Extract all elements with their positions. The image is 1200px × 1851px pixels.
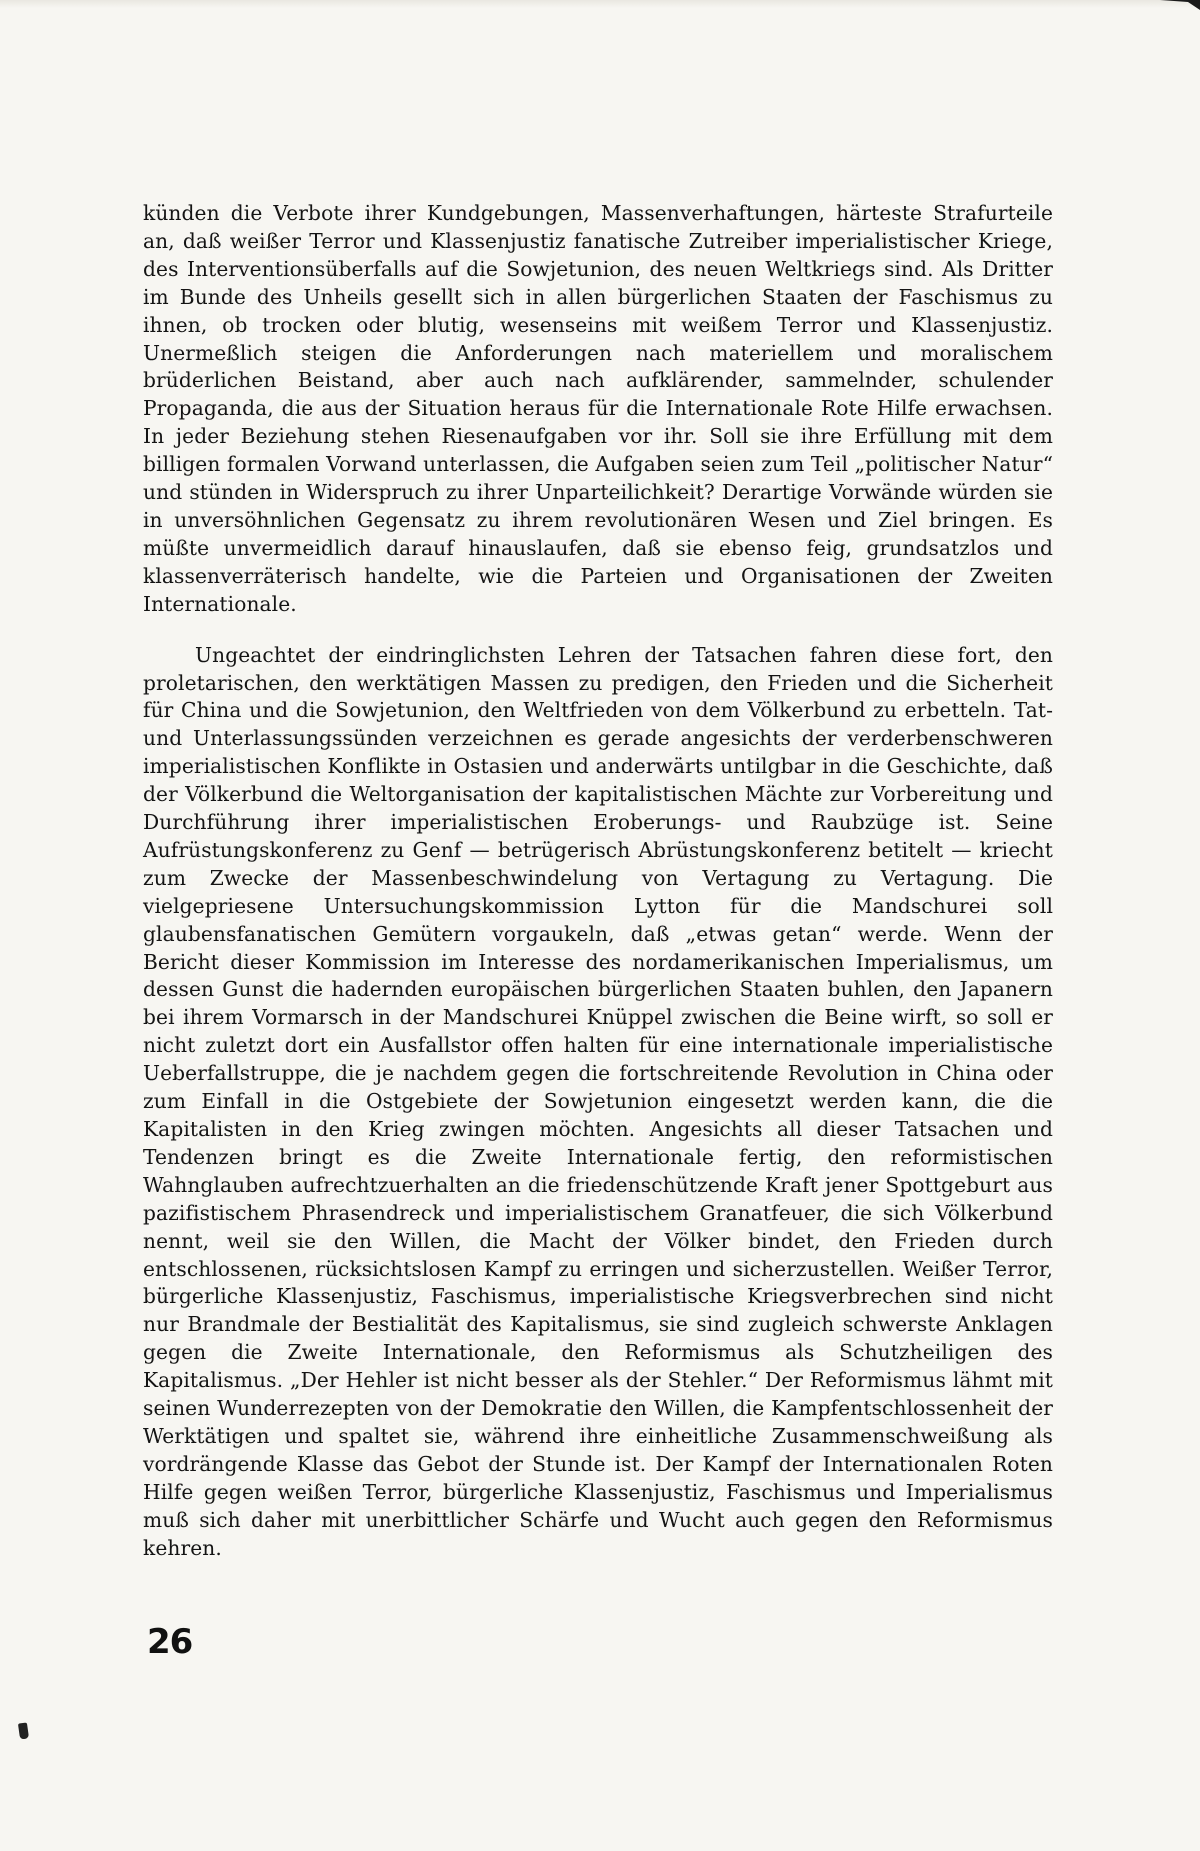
page-top-shadow — [0, 0, 1200, 8]
body-text — [143, 200, 1053, 1563]
page-number: 26 — [147, 1622, 193, 1662]
paragraph-2: Ungeachtet der eindringlichsten Lehren der Tatsachen fahren diese fort, den proletarischen, den werktätigen Massen zu predigen, den Frieden und die Sicherheit für China und die Sowjetunion, den Weltfrieden von dem Völkerbund zu erbetteln. Tat- und Unterlassungssünden verzeichnen es gerade angesichts der verderbenschweren imperialistischen Konflikte in Ostasien und anderwärts untilgbar in die Geschichte, daß der Völkerbund die Weltorganisation der kapitalistischen Mächte zur Vorbereitung und Durchführung ihrer imperialistischen Eroberungs- und Raubzüge ist. Seine Aufrüstungskonferenz zu Genf — betrügerisch Abrüstungskonferenz betitelt — kriecht zum Zwecke der Massenbeschwindelung von Vertagung zu Vertagung. Die vielgepriesene Untersuchungskommission Lytton für die Mandschurei soll glaubensfanatischen Gemütern vorgaukeln, daß „etwas getan“ werde. Wenn der Bericht dieser Kommission im Interesse des nordamerikanischen Imperialismus, um dessen Gunst die hadernden europäischen bürgerlichen Staaten buhlen, den Japanern bei ihrem Vormarsch in der Mandschurei Knüppel zwischen die Beine wirft, so soll er nicht zuletzt dort ein Ausfallstor offen halten für eine internationale imperialistische Ueberfallstruppe, die je nachdem gegen die fortschreitende Revolution in China oder zum Einfall in die Ostgebiete der Sowjetunion eingesetzt werden kann, die die Kapitalisten in den Krieg zwingen möchten. Angesichts all dieser Tatsachen und Tendenzen bringt es die Zweite Internationale fertig, den reformistischen Wahnglauben aufrechtzuerhalten an die friedenschützende Kraft jener Spottgeburt aus pazifistischem Phrasendreck und imperialistischem Granatfeuer, die sich Völkerbund nennt, weil sie den Willen, die Macht der Völker bindet, den Frieden durch entschlossenen, rücksichtslosen Kampf zu erringen und sicherzustellen. Weißer Terror, bürgerliche Klassenjustiz, Faschismus, imperialistische Kriegsverbrechen sind nicht nur Brandmale der Bestialität des Kapitalismus, sie sind zugleich schwerste Anklagen gegen die Zweite Internationale, den Reformismus als Schutzheiligen des Kapitalismus. „Der Hehler ist nicht besser als der Stehler.“ Der Reformismus lähmt mit seinen Wunderrezepten von der Demokratie den Willen, die Kampfentschlossenheit der Werktätigen und spaltet sie, während ihre einheitliche Zusammenschweißung als vordrängende Klasse das Gebot der Stunde ist. Der Kampf der Internationalen Roten Hilfe gegen weißen Terror, bürgerliche Klassenjustiz, Faschismus und Imperialismus muß sich daher mit unerbittlicher Schärfe und Wucht auch gegen den Reformismus kehren. — [143, 642, 1053, 1560]
paragraph-1: künden die Verbote ihrer Kundgebungen, Massenverhaftungen, härteste Strafurteile an, daß weißer Terror und Klassenjustiz fanatische Zutreiber imperialistischer Kriege, des Interventionsüberfalls auf die Sowjetunion, des neuen Weltkriegs sind. Als Dritter im Bunde des Unheils gesellt sich in allen bürgerlichen Staaten der Faschismus zu ihnen, ob trocken oder blutig, wesenseins mit weißem Terror und Klassenjustiz. Unermeßlich steigen die Anforderungen nach materiellem und moralischem brüderlichen Beistand, aber auch nach aufklärender, sammelnder, schulender Propaganda, die aus der Situation heraus für die Internationale Rote Hilfe erwachsen. In jeder Beziehung stehen Riesenaufgaben vor ihr. Soll sie ihre Erfüllung mit dem billigen formalen Vorwand unterlassen, die Aufgaben seien zum Teil „politischer Natur“ und stünden in Widerspruch zu ihrer Unparteilichkeit? Derartige Vorwände würden sie in unversöhnlichen Gegensatz zu ihrem revolutionären Wesen und Ziel bringen. Es müßte unvermeidlich darauf hinauslaufen, daß sie ebenso feig, grundsatzlos und klassenverräterisch handelte, wie die Parteien und Organisationen der Zweiten Internationale. — [143, 201, 1053, 616]
margin-ink-mark — [18, 1722, 29, 1739]
